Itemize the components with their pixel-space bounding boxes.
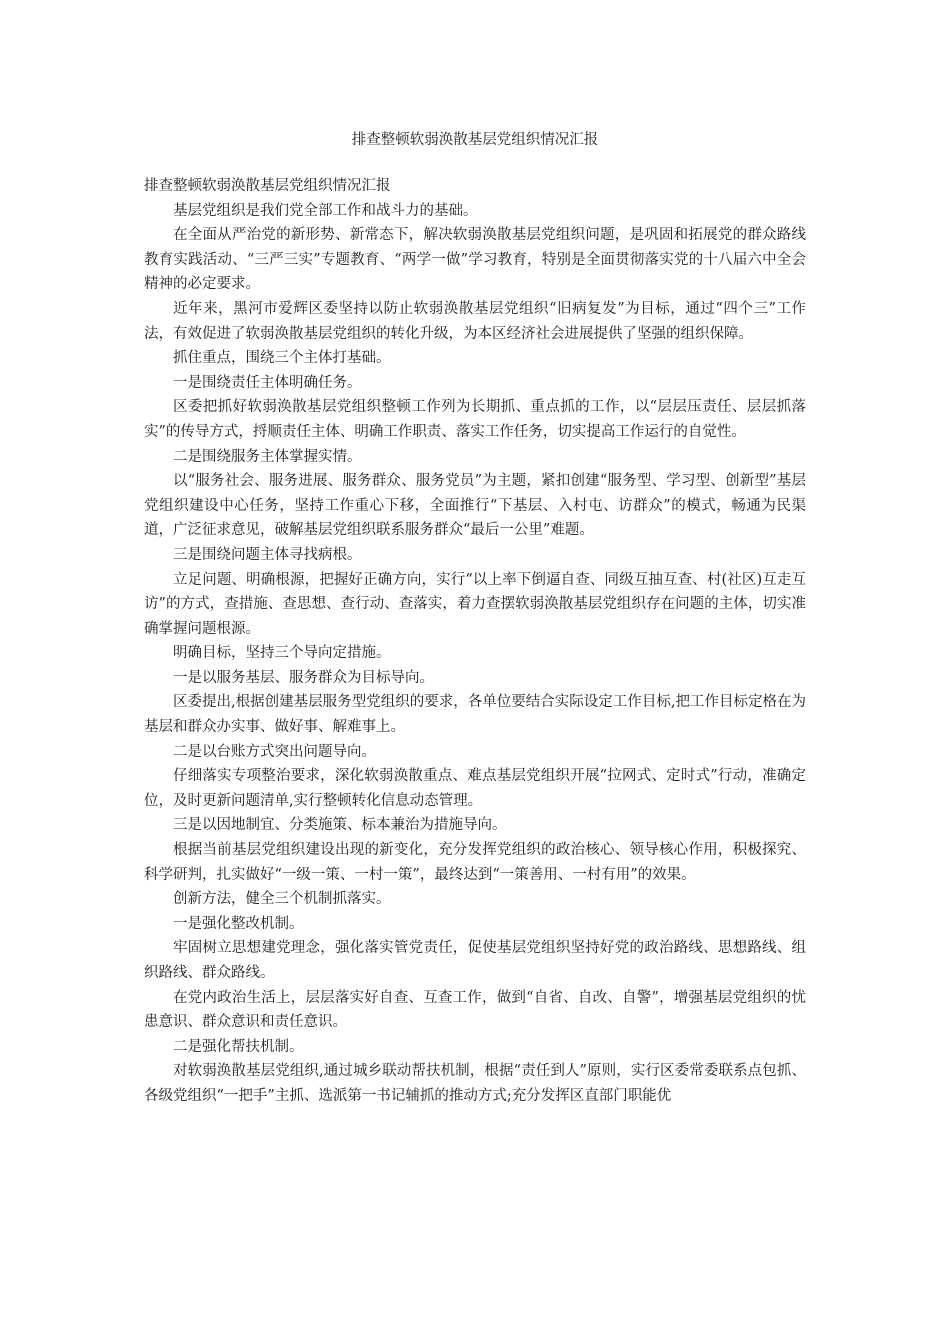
paragraph: 在全面从严治党的新形势、新常态下，解决软弱涣散基层党组织问题，是巩固和拓展党的群众路线教育实践活动、“三严三实”专题教育、“两学一做”学习教育，特别是全面贯彻落实党的十八届六中全会精神的必定要求。 bbox=[144, 227, 806, 293]
paragraph: 对软弱涣散基层党组织,通过城乡联动帮扶机制，根据“责任到人”原则，实行区委常委联系点包抓、各级党组织“一把手”主抓、选派第一书记辅抓的推动方式;充分发挥区直部门职能优 bbox=[144, 1063, 806, 1104]
paragraph: 近年来，黑河市爱辉区委坚持以防止软弱涣散基层党组织“旧病复发”为目标，通过“四个三”工作法，有效促进了软弱涣散基层党组织的转化升级，为本区经济社会进展提供了坚强的组织保障。 bbox=[144, 300, 806, 342]
section-heading: 创新方法，健全三个机制抓落实。 bbox=[173, 891, 391, 908]
paragraph: 以“服务社会、服务进展、服务群众、服务党员”为主题，紧扣创建“服务型、学习型、创新型”基层党组织建设中心任务，坚持工作重心下移，全面推行“下基层、入村屯、访群众”的模式，畅通为民渠道，广泛征求意见，破解基层党组织联系服务群众“最后一公里”难题。 bbox=[144, 473, 806, 539]
paragraph: 根据当前基层党组织建设出现的新变化，充分发挥党组织的政治核心、领导核心作用，积极探究、科学研判，扎实做好“一级一策、一村一策”，最终达到“一策善用、一村有用”的效果。 bbox=[144, 842, 806, 883]
section-heading: 明确目标，坚持三个导向定措施。 bbox=[173, 645, 391, 662]
document-subtitle: 排查整顿软弱涣散基层党组织情况汇报 bbox=[144, 178, 391, 194]
document-title: 排查整顿软弱涣散基层党组织情况汇报 bbox=[351, 132, 599, 148]
paragraph: 牢固树立思想建党理念，强化落实管党责任，促使基层党组织坚持好党的政治路线、思想路线、组织路线、群众路线。 bbox=[144, 940, 806, 981]
paragraph: 基层党组织是我们党全部工作和战斗力的基础。 bbox=[173, 202, 478, 219]
paragraph: 立足问题、明确根源，把握好正确方向，实行“以上率下倒逼自查、同级互抽互查、村(社区)互走互访”的方式，查措施、查思想、查行动、查落实，着力查摆软弱涣散基层党组织存在问题的主体，切实准确掌握问题根源。 bbox=[144, 571, 806, 637]
sub-heading: 三是围绕问题主体寻找病根。 bbox=[173, 546, 362, 563]
paragraph: 仔细落实专项整治要求，深化软弱涣散重点、难点基层党组织开展“拉网式、定时式”行动，准确定位，及时更新问题清单,实行整顿转化信息动态管理。 bbox=[144, 768, 806, 809]
sub-heading: 一是强化整改机制。 bbox=[173, 915, 304, 932]
sub-heading: 一是以服务基层、服务群众为目标导向。 bbox=[173, 669, 434, 686]
section-heading: 抓住重点，围绕三个主体打基础。 bbox=[173, 350, 391, 367]
sub-heading: 三是以因地制宜、分类施策、标本兼治为措施导向。 bbox=[173, 817, 507, 834]
sub-heading: 一是围绕责任主体明确任务。 bbox=[173, 374, 362, 391]
sub-heading: 二是强化帮扶机制。 bbox=[173, 1038, 304, 1055]
sub-heading: 二是围绕服务主体掌握实情。 bbox=[173, 448, 362, 465]
document-body bbox=[144, 174, 806, 1109]
paragraph: 区委提出,根据创建基层服务型党组织的要求，各单位要结合实际设定工作目标,把工作目标定格在为基层和群众办实事、做好事、解难事上。 bbox=[144, 694, 806, 736]
paragraph: 区委把抓好软弱涣散基层党组织整顿工作列为长期抓、重点抓的工作，以“层层压责任、层层抓落实”的传导方式，捋顺责任主体、明确工作职责、落实工作任务，切实提高工作运行的自觉性。 bbox=[144, 399, 806, 440]
sub-heading: 二是以台账方式突出问题导向。 bbox=[173, 743, 376, 760]
paragraph: 在党内政治生活上，层层落实好自查、互查工作，做到“自省、自改、自警”，增强基层党组织的忧患意识、群众意识和责任意识。 bbox=[144, 989, 806, 1031]
